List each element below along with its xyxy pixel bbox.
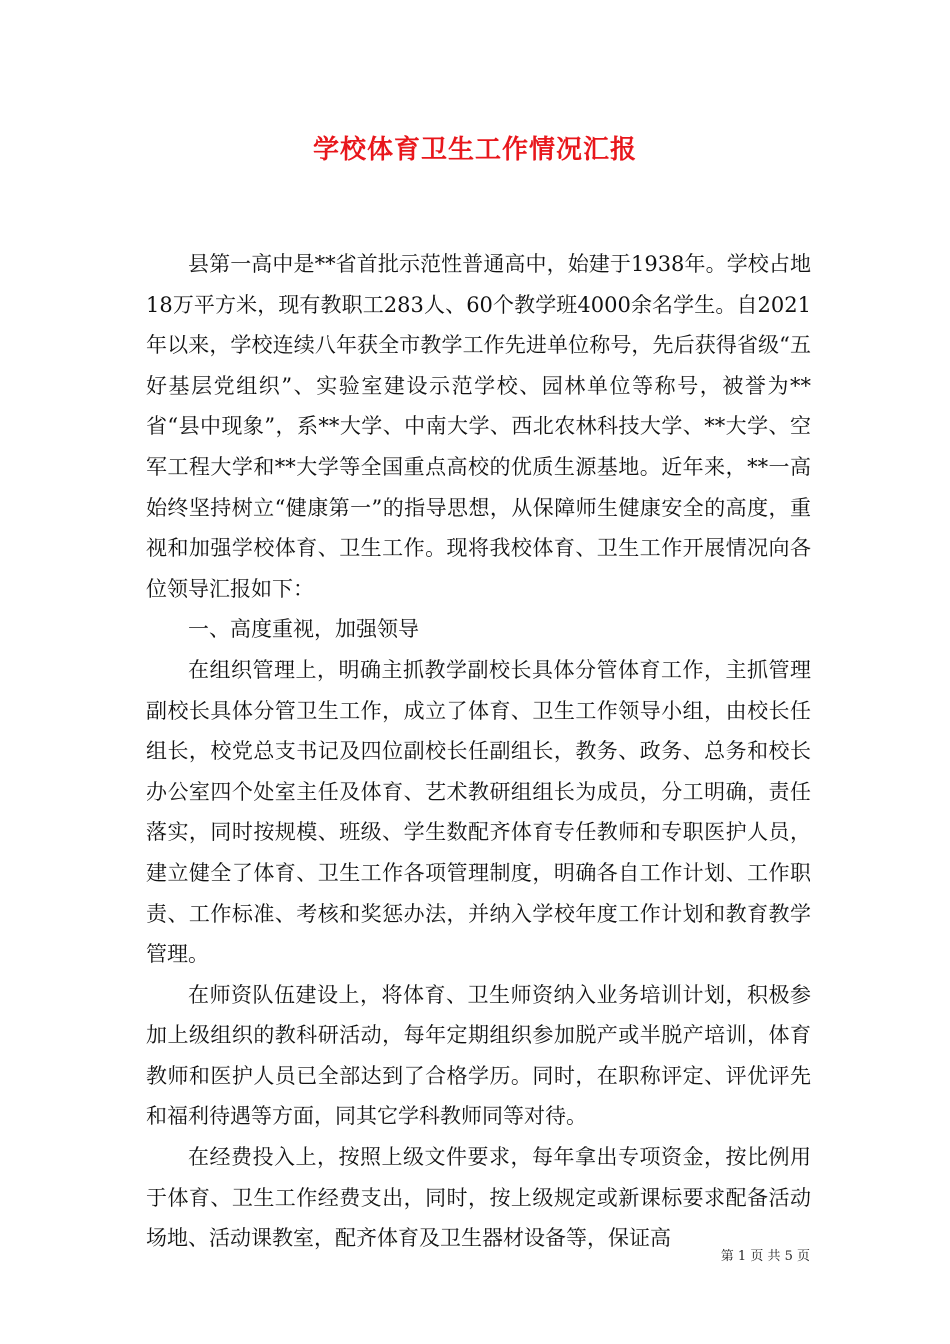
paragraph-funding: 在经费投入上，按照上级文件要求，每年拿出专项资金，按比例用于体育、卫生工作经费支出，同时，按上级规定或新课标要求配备活动场地、活动课教室，配齐体育及卫生器材设备等，保证高 (146, 1145, 811, 1251)
document-body (146, 244, 811, 1259)
page-number: 第 1 页 共 5 页 (720, 1249, 810, 1264)
paragraph-teachers: 在师资队伍建设上，将体育、卫生师资纳入业务培训计划，积极参加上级组织的教科研活动，每年定期组织参加脱产或半脱产培训，体育教师和医护人员已全部达到了合格学历。同时，在职称评定、评优评先和福利待遇等方面，同其它学科教师同等对待。 (146, 982, 811, 1129)
paragraph-intro: 县第一高中是**省首批示范性普通高中，始建于1938年。学校占地18万平方米，现有教职工283人、60个教学班4000余名学生。自2021年以来，学校连续八年获全市教学工作先进单位称号，先后获得省级“五好基层党组织”、实验室建设示范学校、园林单位等称号，被誉为**省“县中现象”，系**大学、中南大学、西北农林科技大学、**大学、空军工程大学和**大学等全国重点高校的优质生源基地。近年来，**一高始终坚持树立“健康第一”的指导思想，从保障师生健康安全的高度，重视和加强学校体育、卫生工作。现将我校体育、卫生工作开展情况向各位领导汇报如下： (146, 252, 811, 601)
document-title: 学校体育卫生工作情况汇报 (312, 135, 637, 165)
section-heading: 一、高度重视，加强领导 (188, 617, 419, 642)
paragraph-organization: 在组织管理上，明确主抓教学副校长具体分管体育工作，主抓管理副校长具体分管卫生工作，成立了体育、卫生工作领导小组，由校长任组长，校党总支书记及四位副校长任副组长，教务、政务、总务和校长办公室四个处室主任及体育、艺术教研组组长为成员，分工明确，责任落实，同时按规模、班级、学生数配齐体育专任教师和专职医护人员，建立健全了体育、卫生工作各项管理制度，明确各自工作计划、工作职责、工作标准、考核和奖惩办法，并纳入学校年度工作计划和教育教学管理。 (146, 657, 811, 967)
